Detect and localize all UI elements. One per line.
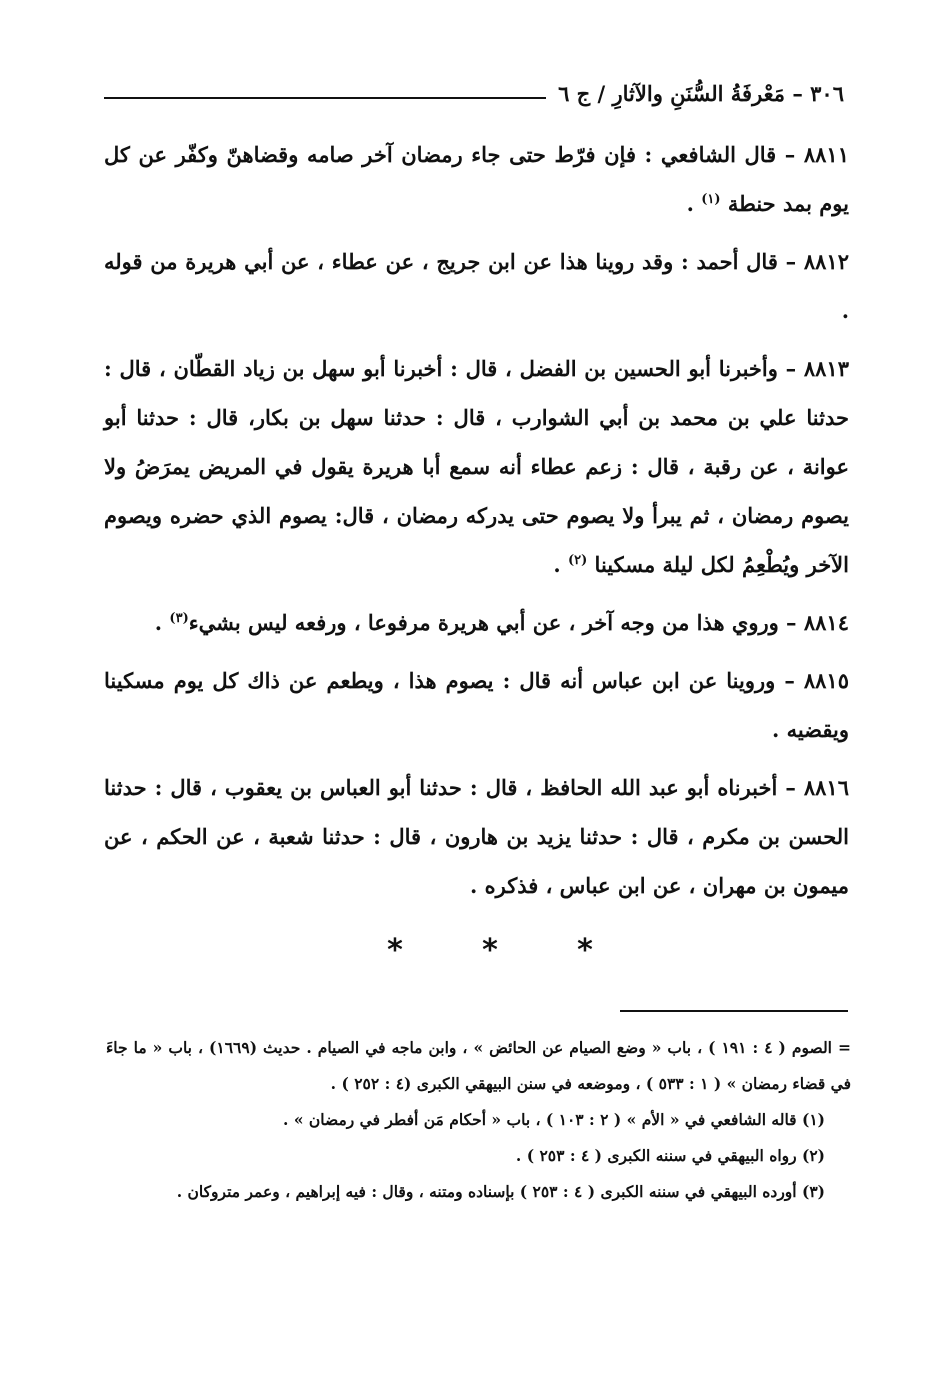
footnotes bbox=[106, 1030, 851, 1210]
footnote-rule bbox=[620, 1010, 848, 1012]
footnote-continuation: = الصوم ( ٤ : ١٩١ ) ، باب « وضع الصيام عن الحائض » ، وابن ماجه في الصيام . حديث (١٦٦٩) ، باب « ما جاءَ في قضاء رمضان » ( ١ : ٥٣٣ ) ، وموضعه في سنن البيهقي الكبرى (٤ : ٢٥٢ ) . bbox=[106, 1038, 851, 1093]
hadith-text: – قال الشافعي : فإن فرّط حتى جاء رمضان آخر صامه وقضاهنّ وكفّر عن كل يوم بمد حنطة bbox=[104, 142, 849, 216]
page-header bbox=[104, 78, 844, 108]
header-rule bbox=[104, 97, 546, 99]
running-header: ٣٠٦ – مَعْرفَةُ السُّنَنِ والآثارِ / ج ٦ bbox=[558, 80, 844, 106]
footnote-marker: (١) bbox=[701, 192, 721, 207]
hadith-number: ٨٨١٥ bbox=[803, 668, 849, 693]
hadith-text: – وروي هذا من وجه آخر ، عن أبي هريرة مرفوعا ، ورفعه ليس بشيء bbox=[188, 610, 804, 635]
hadith-number: ٨٨١٤ bbox=[803, 610, 849, 635]
section-separator bbox=[380, 932, 600, 968]
hadith-text: – وروينا عن ابن عباس أنه قال : يصوم هذا ، ويطعم عن ذاك كل يوم مسكينا ويقضيه . bbox=[104, 668, 849, 742]
hadith-text-end: . bbox=[154, 610, 170, 635]
footnote-1: (١) قاله الشافعي في « الأم » ( ٢ : ١٠٣ ) ، باب « أحكام مَن أفطر في رمضان » . bbox=[283, 1110, 825, 1129]
hadith-text: – قال أحمد : وقد روينا هذا عن ابن جريج ، عن عطاء ، عن أبي هريرة من قوله . bbox=[104, 249, 849, 323]
hadith-paragraph bbox=[104, 656, 849, 754]
hadith-number: ٨٨١١ bbox=[803, 142, 849, 167]
footnote-marker: (٢) bbox=[567, 553, 588, 568]
separator-star: * bbox=[577, 932, 593, 968]
hadith-paragraph bbox=[104, 237, 849, 335]
hadith-text: – وأخبرنا أبو الحسين بن الفضل ، قال : أخبرنا أبو سهل بن زياد القطّان ، قال : حدثنا علي بن محمد بن أبي الشوارب ، قال : حدثنا سهل بن بكار، قال : حدثنا أبو عوانة ، عن رقبة ، قال : زعم عطاء أنه سمع أبا هريرة يقول في المريض يمرَضُ ولا يصوم رمضان ، ثم يبرأ ولا يصوم حتى يدركه رمضان ، قال: يصوم الذي حضره ويصوم الآخر ويُطْعِمُ لكل ليلة مسكينا bbox=[104, 356, 849, 577]
hadith-paragraph bbox=[104, 344, 849, 589]
footnote-2: (٢) رواه البيهقي في سننه الكبرى ( ٤ : ٢٥٣ ) . bbox=[515, 1146, 825, 1165]
hadith-text: – أخبرناه أبو عبد الله الحافظ ، قال : حدثنا أبو العباس بن يعقوب ، قال : حدثنا الحسن بن مكرم ، قال : حدثنا يزيد بن هارون ، قال : حدثنا شعبة ، عن الحكم ، عن ميمون بن مهران ، عن ابن عباس ، فذكره . bbox=[104, 775, 849, 898]
footnote-marker: (٣) bbox=[169, 611, 189, 626]
separator-star: * bbox=[482, 932, 498, 968]
hadith-paragraph bbox=[104, 130, 849, 228]
hadith-text-end: . bbox=[686, 191, 702, 216]
hadith-paragraph bbox=[104, 598, 849, 647]
hadith-paragraph bbox=[104, 763, 849, 910]
hadith-number: ٨٨١٦ bbox=[803, 775, 849, 800]
separator-star: * bbox=[387, 932, 403, 968]
hadith-number: ٨٨١٢ bbox=[803, 249, 849, 274]
hadith-text-end: . bbox=[553, 552, 568, 577]
hadith-number: ٨٨١٣ bbox=[803, 356, 849, 381]
main-text bbox=[104, 130, 849, 919]
footnote-3: (٣) أورده البيهقي في سننه الكبرى ( ٤ : ٢٥٣ ) بإسناده ومتنه ، وقال : فيه إبراهيم ، وعمر متروكان . bbox=[176, 1182, 825, 1201]
